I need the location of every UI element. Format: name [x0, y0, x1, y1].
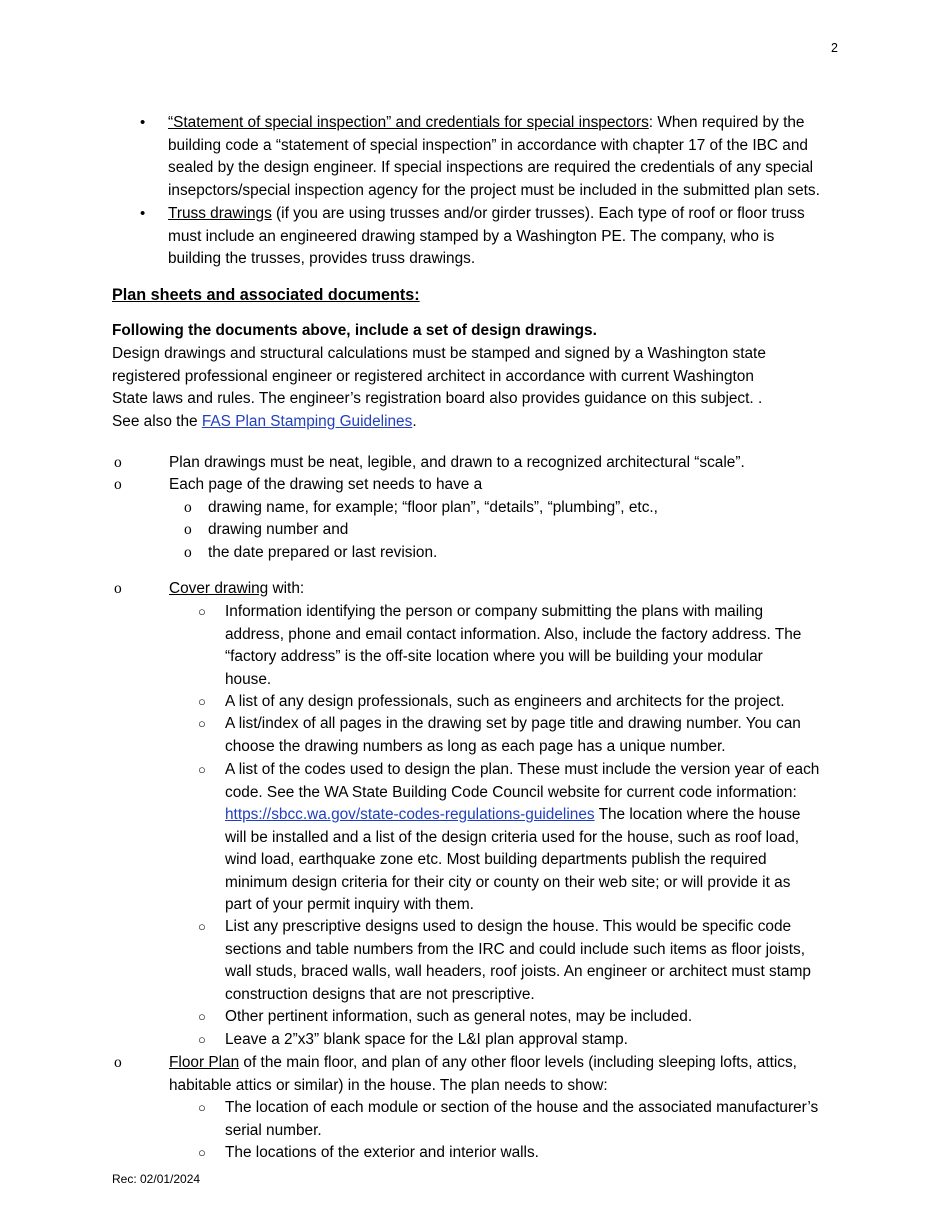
text-line: Leave a 2”x3” blank space for the L&I plan approval stamp.: [225, 1031, 628, 1048]
list-item-each-page: Each page of the drawing set needs to have a: [169, 476, 483, 493]
text-line: house.: [225, 670, 272, 688]
text-line: with:: [268, 580, 305, 597]
text-line: serial number.: [225, 1121, 322, 1139]
truss-drawings-paragraph: [168, 203, 858, 271]
sub-marker: ○: [198, 1145, 206, 1160]
section-heading: Plan sheets and associated documents:: [112, 286, 420, 304]
cover-sub-item: [225, 1006, 845, 1029]
text-line: sections and table numbers from the IRC and could include such items as floor joists,: [225, 940, 805, 958]
text-line: .: [412, 412, 417, 430]
cover-sub-item: [225, 601, 845, 691]
sub-marker: ○: [198, 716, 206, 731]
text-line: Other pertinent information, such as general notes, may be included.: [225, 1008, 693, 1025]
text-line: of the main floor, and plan of any other floor levels (including sleeping lofts, attics,: [239, 1054, 797, 1071]
text-line: must include an engineered drawing stamped by a Washington PE. The company, who is: [168, 227, 775, 245]
text-line: wind load, earthquake zone etc. Most building departments publish the required: [225, 851, 767, 868]
floor-plan-title: Floor Plan: [169, 1054, 240, 1071]
intro-bold: Following the documents above, include a set of design drawings.: [112, 322, 597, 339]
sub-marker: o: [184, 499, 192, 516]
text-line: minimum design criteria for their city or county on their web site; or will provide it as: [225, 873, 791, 891]
bullet-marker: •: [140, 114, 146, 131]
text-line: part of your permit inquiry with them.: [225, 896, 474, 913]
cover-sub-item: [225, 1029, 845, 1052]
text-line: List any prescriptive designs used to design the house. This would be specific code: [225, 918, 792, 935]
text-line: (if you are using trusses and/or girder trusses). Each type of roof or floor truss: [271, 205, 805, 222]
sub-marker: ○: [198, 1009, 206, 1024]
list-item-cover-drawing: [169, 578, 304, 601]
sub-marker: ○: [198, 919, 206, 934]
bullet-marker: •: [140, 205, 146, 222]
text-line: registered professional engineer or registered architect in accordance with current Washington: [112, 367, 754, 385]
list-marker: o: [114, 476, 122, 493]
text-line: address, phone and email contact information. Also, include the factory address. The: [225, 625, 802, 643]
floor-sub-item: [225, 1142, 845, 1165]
text-line: wall studs, braced walls, wall headers, roof joists. An engineer or architect must stamp: [225, 963, 811, 980]
sub-item: drawing number and: [208, 521, 349, 538]
sub-marker: o: [184, 544, 192, 561]
cover-sub-item: [225, 916, 845, 1006]
cover-sub-item-codes: [225, 759, 845, 917]
cover-sub-item: [225, 713, 845, 758]
text-line: A list/index of all pages in the drawing set by page title and drawing number. You can: [225, 715, 801, 732]
sbcc-codes-link[interactable]: https://sbcc.wa.gov/state-codes-regulations-guidelines: [225, 806, 595, 823]
text-line: will be installed and a list of the design criteria used for the house, such as roof load,: [225, 828, 800, 846]
text-line: A list of the codes used to design the plan. These must include the version year of each: [225, 761, 820, 778]
text-line: A list of any design professionals, such as engineers and architects for the project.: [225, 693, 785, 710]
footer-revision-date: Rec: 02/01/2024: [112, 1172, 201, 1186]
sub-marker: o: [184, 521, 192, 538]
text-line: building the trusses, provides truss drawings.: [168, 250, 476, 267]
sub-item: the date prepared or last revision.: [208, 544, 438, 561]
text-line: construction designs that are not prescriptive.: [225, 985, 535, 1003]
text-line: sealed by the design engineer. If special inspections are required the credentials of any special: [168, 159, 814, 176]
text-line: : When required by the: [648, 114, 805, 131]
text-line: Information identifying the person or company submitting the plans with mailing: [225, 603, 764, 620]
text-line: choose the drawing numbers as long as each page has a unique number.: [225, 737, 726, 755]
cover-drawing-title: Cover drawing: [169, 580, 269, 597]
sub-marker: ○: [198, 604, 206, 619]
text-line: The location of each module or section of the house and the associated manufacturer’s: [225, 1099, 819, 1116]
truss-drawings-title: Truss drawings: [168, 205, 272, 222]
list-item-neat: Plan drawings must be neat, legible, and drawn to a recognized architectural “scale”.: [169, 454, 745, 471]
text-line: The location where the house: [594, 806, 801, 823]
list-marker: o: [114, 1054, 122, 1071]
text-line: habitable attics or similar) in the house. The plan needs to show:: [169, 1076, 608, 1094]
list-marker: o: [114, 580, 122, 597]
page-number: 2: [831, 41, 838, 55]
special-inspection-paragraph: [168, 112, 858, 202]
sub-marker: ○: [198, 762, 206, 777]
cover-sub-item: [225, 691, 845, 714]
text-line: “factory address” is the off-site location where you will be building your modular: [225, 648, 763, 665]
sub-marker: ○: [198, 694, 206, 709]
list-marker: o: [114, 454, 122, 471]
text-line: code. See the WA State Building Code Council website for current code information:: [225, 783, 797, 801]
text-line: State laws and rules. The engineer’s registration board also provides guidance on this subject. .: [112, 390, 763, 407]
sub-marker: ○: [198, 1100, 206, 1115]
text-line: Design drawings and structural calculations must be stamped and signed by a Washington state: [112, 345, 766, 362]
fas-plan-stamping-link[interactable]: FAS Plan Stamping Guidelines: [201, 412, 413, 430]
sub-item: drawing name, for example; “floor plan”, “details”, “plumbing”, etc.,: [208, 499, 658, 516]
special-inspection-title: “Statement of special inspection” and credentials for special inspectors: [168, 114, 649, 131]
floor-sub-item: [225, 1097, 845, 1142]
intro-paragraph: [112, 343, 832, 433]
text-line: The locations of the exterior and interior walls.: [225, 1144, 539, 1161]
text-line: insepctors/special inspection agency for the project must be included in the submitted plan sets.: [168, 181, 820, 199]
text-line: building code a “statement of special inspection” in accordance with chapter 17 of the IBC and: [168, 136, 808, 154]
list-item-floor-plan: [169, 1052, 849, 1097]
text-line: See also the: [112, 412, 202, 430]
sub-marker: ○: [198, 1032, 206, 1047]
